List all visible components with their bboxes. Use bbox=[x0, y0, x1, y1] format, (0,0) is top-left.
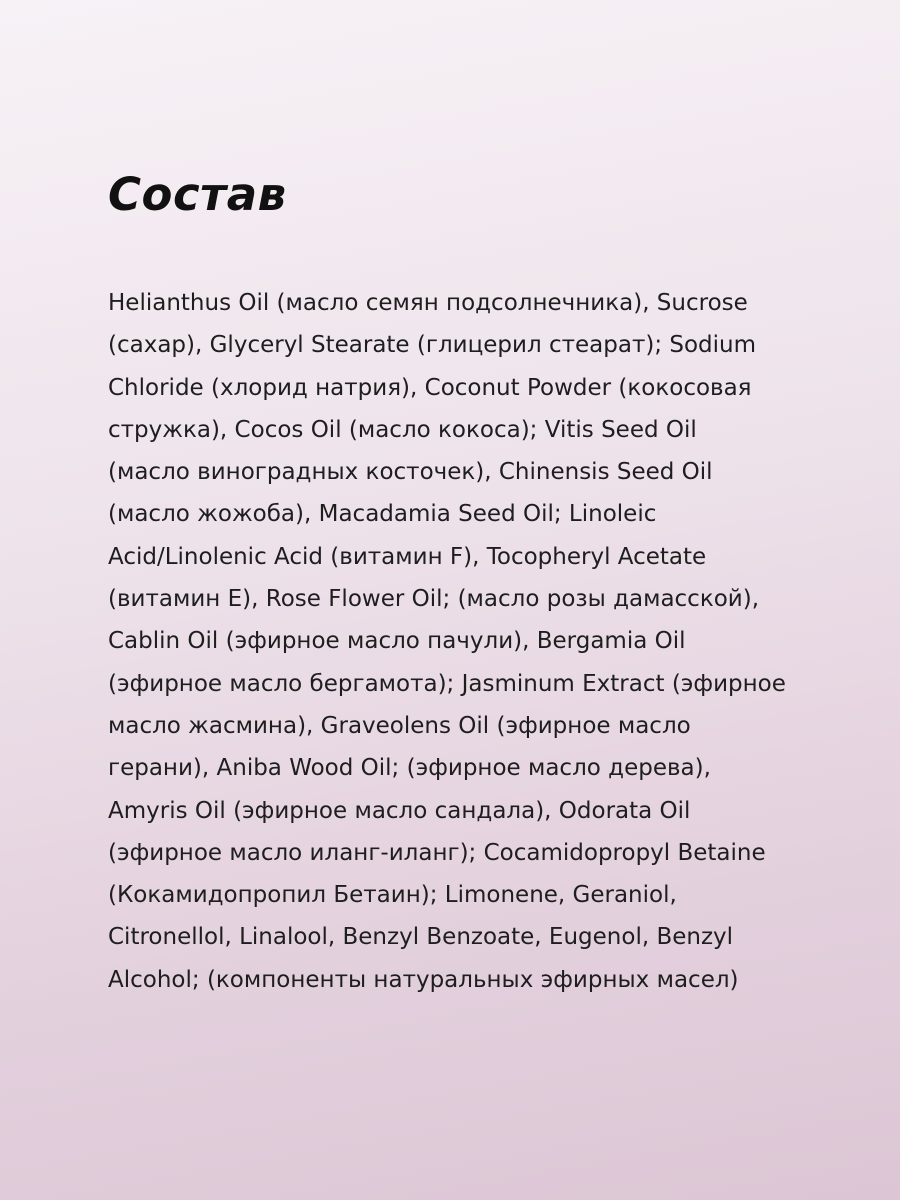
ingredients-line: (сахар), Glyceryl Stearate (глицерил стеарат); Sodium bbox=[108, 332, 757, 359]
ingredients-line: стружка), Cocos Oil (масло кокоса); Vitis Seed Oil bbox=[108, 416, 697, 443]
ingredients-line: (эфирное масло иланг-иланг); Cocamidopropyl Betaine bbox=[108, 839, 766, 866]
ingredients-line: масло жасмина), Graveolens Oil (эфирное масло bbox=[108, 712, 691, 739]
ingredients-line: Amyris Oil (эфирное масло сандала), Odorata Oil bbox=[108, 797, 691, 824]
ingredients-line: (эфирное масло бергамота); Jasminum Extract (эфирное bbox=[108, 670, 786, 697]
page-title: Состав bbox=[108, 168, 287, 221]
ingredients-line: Chloride (хлорид натрия), Coconut Powder (кокосовая bbox=[108, 374, 752, 401]
ingredients-line: Cablin Oil (эфирное масло пачули), Bergamia Oil bbox=[108, 628, 686, 655]
ingredients-line: (Кокамидопропил Бетаин); Limonene, Geraniol, bbox=[108, 882, 677, 909]
ingredients-line: Alcohol; (компоненты натуральных эфирных масел) bbox=[108, 966, 739, 993]
ingredients-line: Acid/Linolenic Acid (витамин F), Tocopheryl Acetate bbox=[108, 543, 707, 570]
ingredients-line: герани), Aniba Wood Oil; (эфирное масло дерева), bbox=[108, 755, 711, 782]
ingredients-line: Citronellol, Linalool, Benzyl Benzoate, Eugenol, Benzyl bbox=[108, 924, 734, 951]
ingredients-line: (масло виноградных косточек), Chinensis Seed Oil bbox=[108, 459, 713, 486]
ingredients-line: (масло жожоба), Macadamia Seed Oil; Linoleic bbox=[108, 501, 657, 528]
ingredients-text bbox=[108, 282, 823, 1001]
ingredients-line: Helianthus Oil (масло семян подсолнечника), Sucrose bbox=[108, 290, 748, 316]
ingredients-line: (витамин E), Rose Flower Oil; (масло розы дамасской), bbox=[108, 586, 760, 613]
